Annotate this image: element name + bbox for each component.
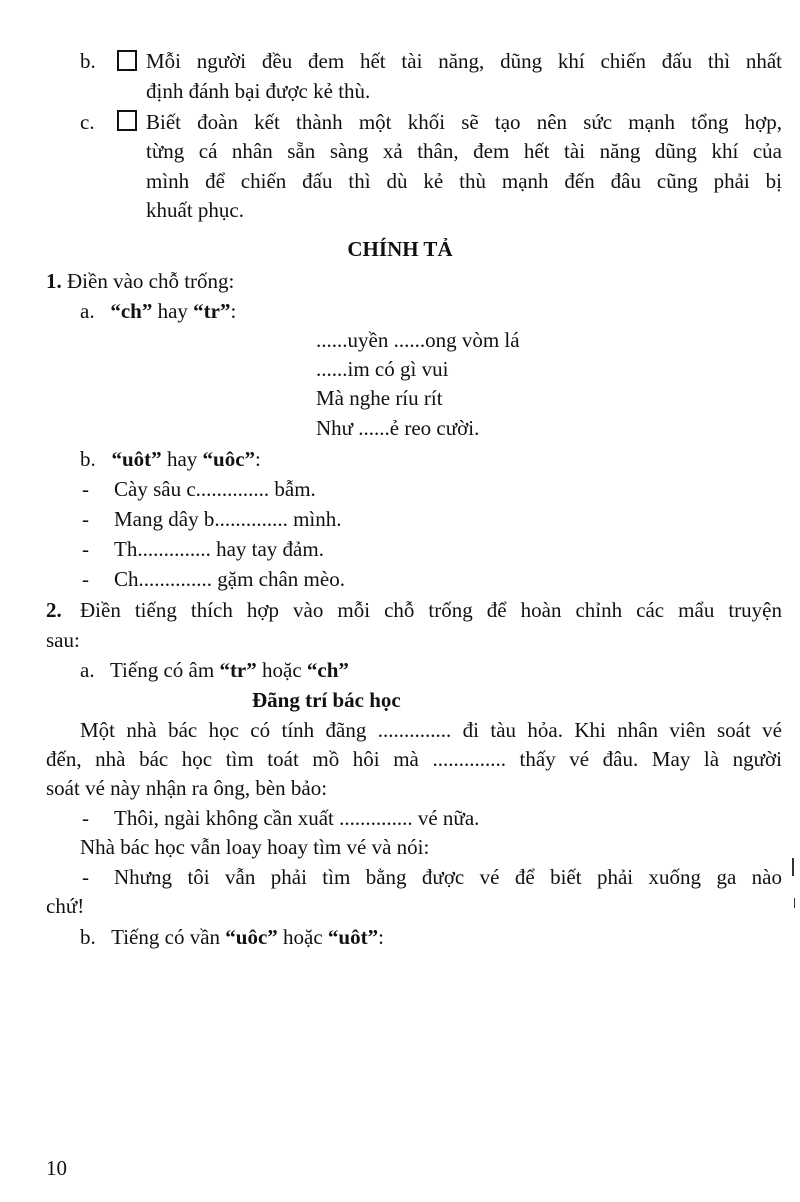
connector: hoặc bbox=[262, 658, 302, 682]
colon: : bbox=[230, 299, 237, 323]
fill-item: Ch.............. gặm chân mèo. bbox=[114, 567, 345, 591]
item-label: a. bbox=[80, 299, 95, 323]
exercise-prompt: Điền vào chỗ trống: bbox=[67, 269, 235, 293]
fill-item: Cày sâu c.............. bẫm. bbox=[114, 477, 316, 501]
story-line: Một nhà bác học có tính đãng .............. đi tàu hỏa. Khi nhân viên soát vé bbox=[80, 718, 782, 742]
poem-line: Như ......ẻ reo cười. bbox=[316, 416, 480, 440]
poem-line: Mà nghe ríu rít bbox=[316, 386, 443, 410]
page-number: 10 bbox=[46, 1156, 67, 1180]
option-text-line: khuất phục. bbox=[146, 198, 244, 222]
colon: : bbox=[255, 447, 261, 471]
scan-edge-mark bbox=[792, 858, 794, 876]
exercise-2-number bbox=[46, 596, 62, 625]
exercise-number: 2. bbox=[46, 598, 62, 622]
story-line: đến, nhà bác học tìm toát mồ hôi mà .............. thấy vé đâu. May là người bbox=[46, 747, 782, 771]
option-text-line: định đánh bại được kẻ thù. bbox=[146, 79, 371, 103]
bullet: - bbox=[82, 806, 89, 830]
option-text-line: từng cá nhân sẵn sàng xả thân, đem hết tài năng dũng khí của bbox=[146, 139, 782, 163]
section-title: CHÍNH TẢ bbox=[347, 237, 453, 261]
option-label: b. bbox=[80, 49, 96, 73]
exercise-number: 1. bbox=[46, 269, 62, 293]
checkbox[interactable] bbox=[117, 108, 147, 137]
keyword: “uôt” bbox=[327, 925, 379, 949]
exercise-1b bbox=[80, 445, 261, 474]
keyword: “tr” bbox=[193, 299, 231, 323]
item-text: Tiếng có âm bbox=[109, 658, 215, 682]
fill-item: Th.............. hay tay đảm. bbox=[114, 537, 324, 561]
connector: hay bbox=[166, 447, 198, 471]
item-text: Tiếng có vần bbox=[111, 925, 221, 949]
bullet: - bbox=[82, 567, 89, 591]
bullet: - bbox=[82, 537, 89, 561]
keyword: “ch” bbox=[110, 299, 153, 323]
story-title: Đãng trí bác học bbox=[252, 688, 401, 712]
bullet: - bbox=[82, 507, 89, 531]
option-label: c. bbox=[80, 110, 95, 134]
connector: hoặc bbox=[283, 925, 323, 949]
bullet: - bbox=[82, 865, 89, 889]
scan-edge-mark bbox=[794, 898, 795, 908]
option-text-line: Mỗi người đều đem hết tài năng, dũng khí chiến đấu thì nhất bbox=[146, 49, 782, 73]
exercise-1-heading bbox=[46, 267, 234, 296]
option-text-line: mình để chiến đấu thì dù kẻ thù mạnh đến đâu cũng phải bị bbox=[146, 169, 782, 193]
dialog-line: chứ! bbox=[46, 894, 85, 918]
keyword: “uôc” bbox=[202, 447, 256, 471]
connector: hay bbox=[157, 299, 188, 323]
exercise-1a bbox=[80, 297, 236, 326]
exercise-2a bbox=[80, 656, 349, 685]
item-label: b. bbox=[80, 447, 96, 471]
narration-line: Nhà bác học vẫn loay hoay tìm vé và nói: bbox=[80, 835, 430, 859]
checkbox[interactable] bbox=[117, 48, 147, 77]
poem-line: ......uyền ......ong vòm lá bbox=[316, 328, 520, 352]
exercise-prompt-line: sau: bbox=[46, 628, 80, 652]
dialog-line: Nhưng tôi vẫn phải tìm bằng được vé để biết phải xuống ga nào bbox=[114, 865, 782, 889]
keyword: “ch” bbox=[306, 658, 349, 682]
keyword: “uôc” bbox=[225, 925, 278, 949]
keyword: “tr” bbox=[219, 658, 257, 682]
exercise-prompt-line: Điền tiếng thích hợp vào mỗi chỗ trống để hoàn chỉnh các mẩu truyện bbox=[80, 598, 782, 622]
bullet: - bbox=[82, 477, 89, 501]
colon: : bbox=[378, 925, 384, 949]
exercise-2b bbox=[80, 923, 384, 952]
option-text-line: Biết đoàn kết thành một khối sẽ tạo nên sức mạnh tổng hợp, bbox=[146, 110, 782, 134]
poem-line: ......im có gì vui bbox=[316, 357, 449, 381]
keyword: “uôt” bbox=[111, 447, 162, 471]
item-label: a. bbox=[80, 658, 95, 682]
item-label: b. bbox=[80, 925, 96, 949]
dialog-line: Thôi, ngài không cần xuất .............. vé nữa. bbox=[114, 806, 480, 830]
fill-item: Mang dây b.............. mình. bbox=[114, 507, 342, 531]
story-line: soát vé này nhận ra ông, bèn bảo: bbox=[46, 776, 328, 800]
